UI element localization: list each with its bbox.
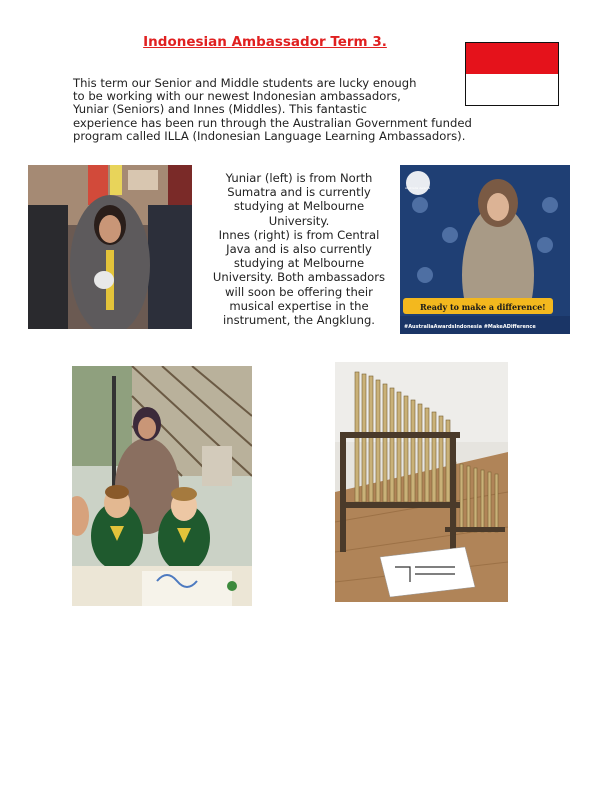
page-title: Indonesian Ambassador Term 3.	[143, 34, 387, 50]
ambassador-caption	[196, 171, 402, 327]
banner-slogan: Ready to make a difference!	[420, 302, 546, 312]
intro-line: Yuniar (Seniors) and Innes (Middles). This fantastic	[73, 102, 367, 117]
photo-yuniar-street	[28, 165, 192, 329]
caption-line: studying at Melbourne	[233, 199, 365, 214]
photo-classroom-students	[72, 366, 252, 606]
intro-line: This term our Senior and Middle students are lucky enough	[73, 76, 417, 90]
photo-angklung	[335, 362, 508, 602]
intro-paragraph	[73, 77, 513, 143]
intro-line: experience has been run through the Australian Government funded	[73, 115, 472, 130]
photo-innes-banner	[400, 165, 570, 334]
caption-line: Sumatra and is currently	[227, 185, 371, 200]
caption-line: Yuniar (left) is from North	[225, 171, 373, 185]
intro-line: program called ILLA (Indonesian Language Learning Ambassadors).	[73, 128, 466, 143]
caption-line: studying at Melbourne	[233, 256, 365, 271]
flag-red-band	[466, 43, 558, 74]
caption-line: musical expertise in the	[229, 298, 369, 313]
banner-hashtags: #AustraliaAwardsIndonesia #MakeADifference	[404, 324, 536, 330]
caption-line: University. Both ambassadors	[212, 270, 386, 285]
caption-line: Innes (right) is from Central	[218, 227, 380, 242]
caption-line: will soon be offering their	[225, 284, 373, 299]
caption-line: instrument, the Angklung.	[223, 313, 375, 328]
caption-line: Java and is also currently	[226, 242, 372, 257]
caption-line: University.	[268, 213, 330, 228]
banner-brand: Australia Awards	[405, 186, 431, 190]
intro-line: to be working with our newest Indonesian ambassadors,	[73, 89, 401, 104]
